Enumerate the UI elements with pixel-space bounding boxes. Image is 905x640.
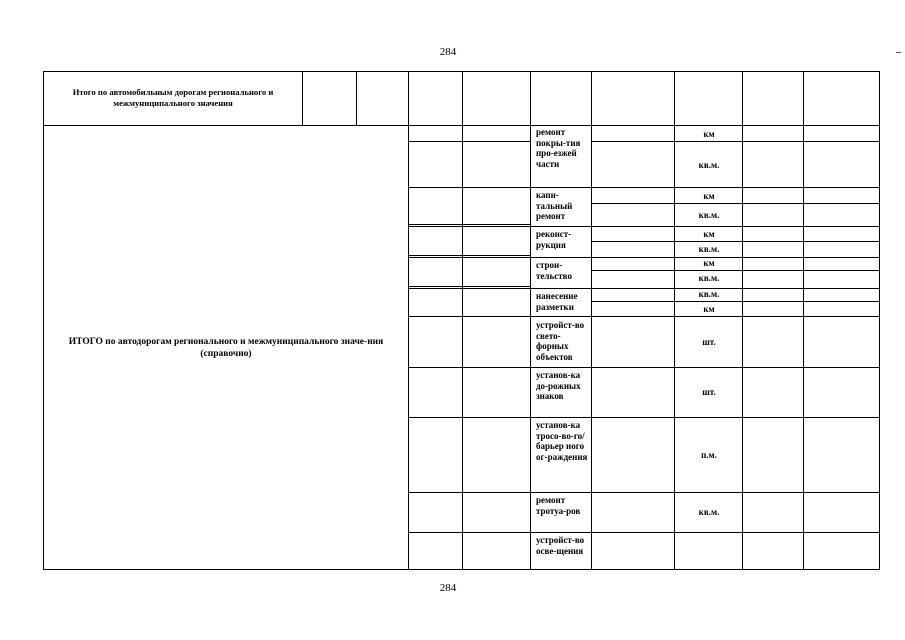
work-type-cell: установ-ка тросо-во-го/барьер ного ог-раждения <box>536 420 588 462</box>
unit-cell: км <box>703 191 715 201</box>
table-border-right <box>879 71 880 570</box>
unit-cell: кв.м. <box>698 507 720 517</box>
grid-line <box>462 71 463 570</box>
row-divider <box>408 286 531 287</box>
row-divider <box>591 270 880 271</box>
unit-cell: кв.м. <box>698 210 720 220</box>
unit-cell: км <box>703 229 715 239</box>
work-type-cell: нанесение разметки <box>536 291 578 312</box>
row-divider <box>408 316 880 317</box>
row-divider <box>408 492 880 493</box>
row-divider <box>408 257 880 258</box>
unit-cell: кв.м. <box>698 289 720 299</box>
grid-line <box>530 71 531 570</box>
unit-cell: кв.м. <box>698 160 720 170</box>
work-type-cell: строи-тельство <box>536 260 572 281</box>
row-divider <box>408 288 880 289</box>
grid-line <box>356 71 357 126</box>
row-divider <box>408 417 880 418</box>
work-type-cell: устройст-во осве-щения <box>536 535 585 556</box>
work-type-cell: реконст-рукция <box>536 229 572 250</box>
row-divider <box>591 301 880 302</box>
grid-line <box>803 71 804 570</box>
unit-cell: кв.м. <box>698 273 720 283</box>
work-type-cell: ремонт тротуа-ров <box>536 495 581 516</box>
row-divider <box>408 255 531 256</box>
row-divider <box>591 203 880 204</box>
unit-cell: шт. <box>702 387 716 397</box>
unit-cell: км <box>703 129 715 139</box>
grid-line <box>674 71 675 570</box>
row-divider <box>408 141 531 142</box>
unit-cell: кв.м. <box>698 244 720 254</box>
unit-cell: км <box>703 258 715 268</box>
margin-mark <box>896 52 901 53</box>
work-type-cell: капи-тальный ремонт <box>536 190 573 221</box>
grid-line <box>302 71 303 126</box>
header-row-label: Итого по автомобильным дорогам регионального и межмуниципального значения <box>72 87 274 108</box>
work-type-cell: устройст-во свето-форных объектов <box>536 320 585 362</box>
work-type-cell: установ-ка до-рожных знаков <box>536 370 581 401</box>
grid-line <box>742 71 743 570</box>
row-divider <box>408 532 880 533</box>
grid-line <box>408 71 409 570</box>
unit-cell: шт. <box>702 337 716 347</box>
page-number-top: 284 <box>439 46 457 58</box>
row-divider <box>408 187 880 188</box>
row-divider <box>408 367 880 368</box>
row-divider <box>591 241 880 242</box>
unit-cell: км <box>703 304 715 314</box>
work-type-cell: ремонт покры-тия про-езжей части <box>536 127 581 169</box>
row-divider <box>591 141 880 142</box>
unit-cell: п.м. <box>701 450 717 460</box>
page-number-bottom: 284 <box>439 582 457 594</box>
row-divider <box>408 224 531 225</box>
row-divider <box>408 226 880 227</box>
table-border-left <box>43 71 44 570</box>
total-row-label: ИТОГО по автодорогам регионального и межмуниципального значе-ния (справочно) <box>68 337 384 359</box>
